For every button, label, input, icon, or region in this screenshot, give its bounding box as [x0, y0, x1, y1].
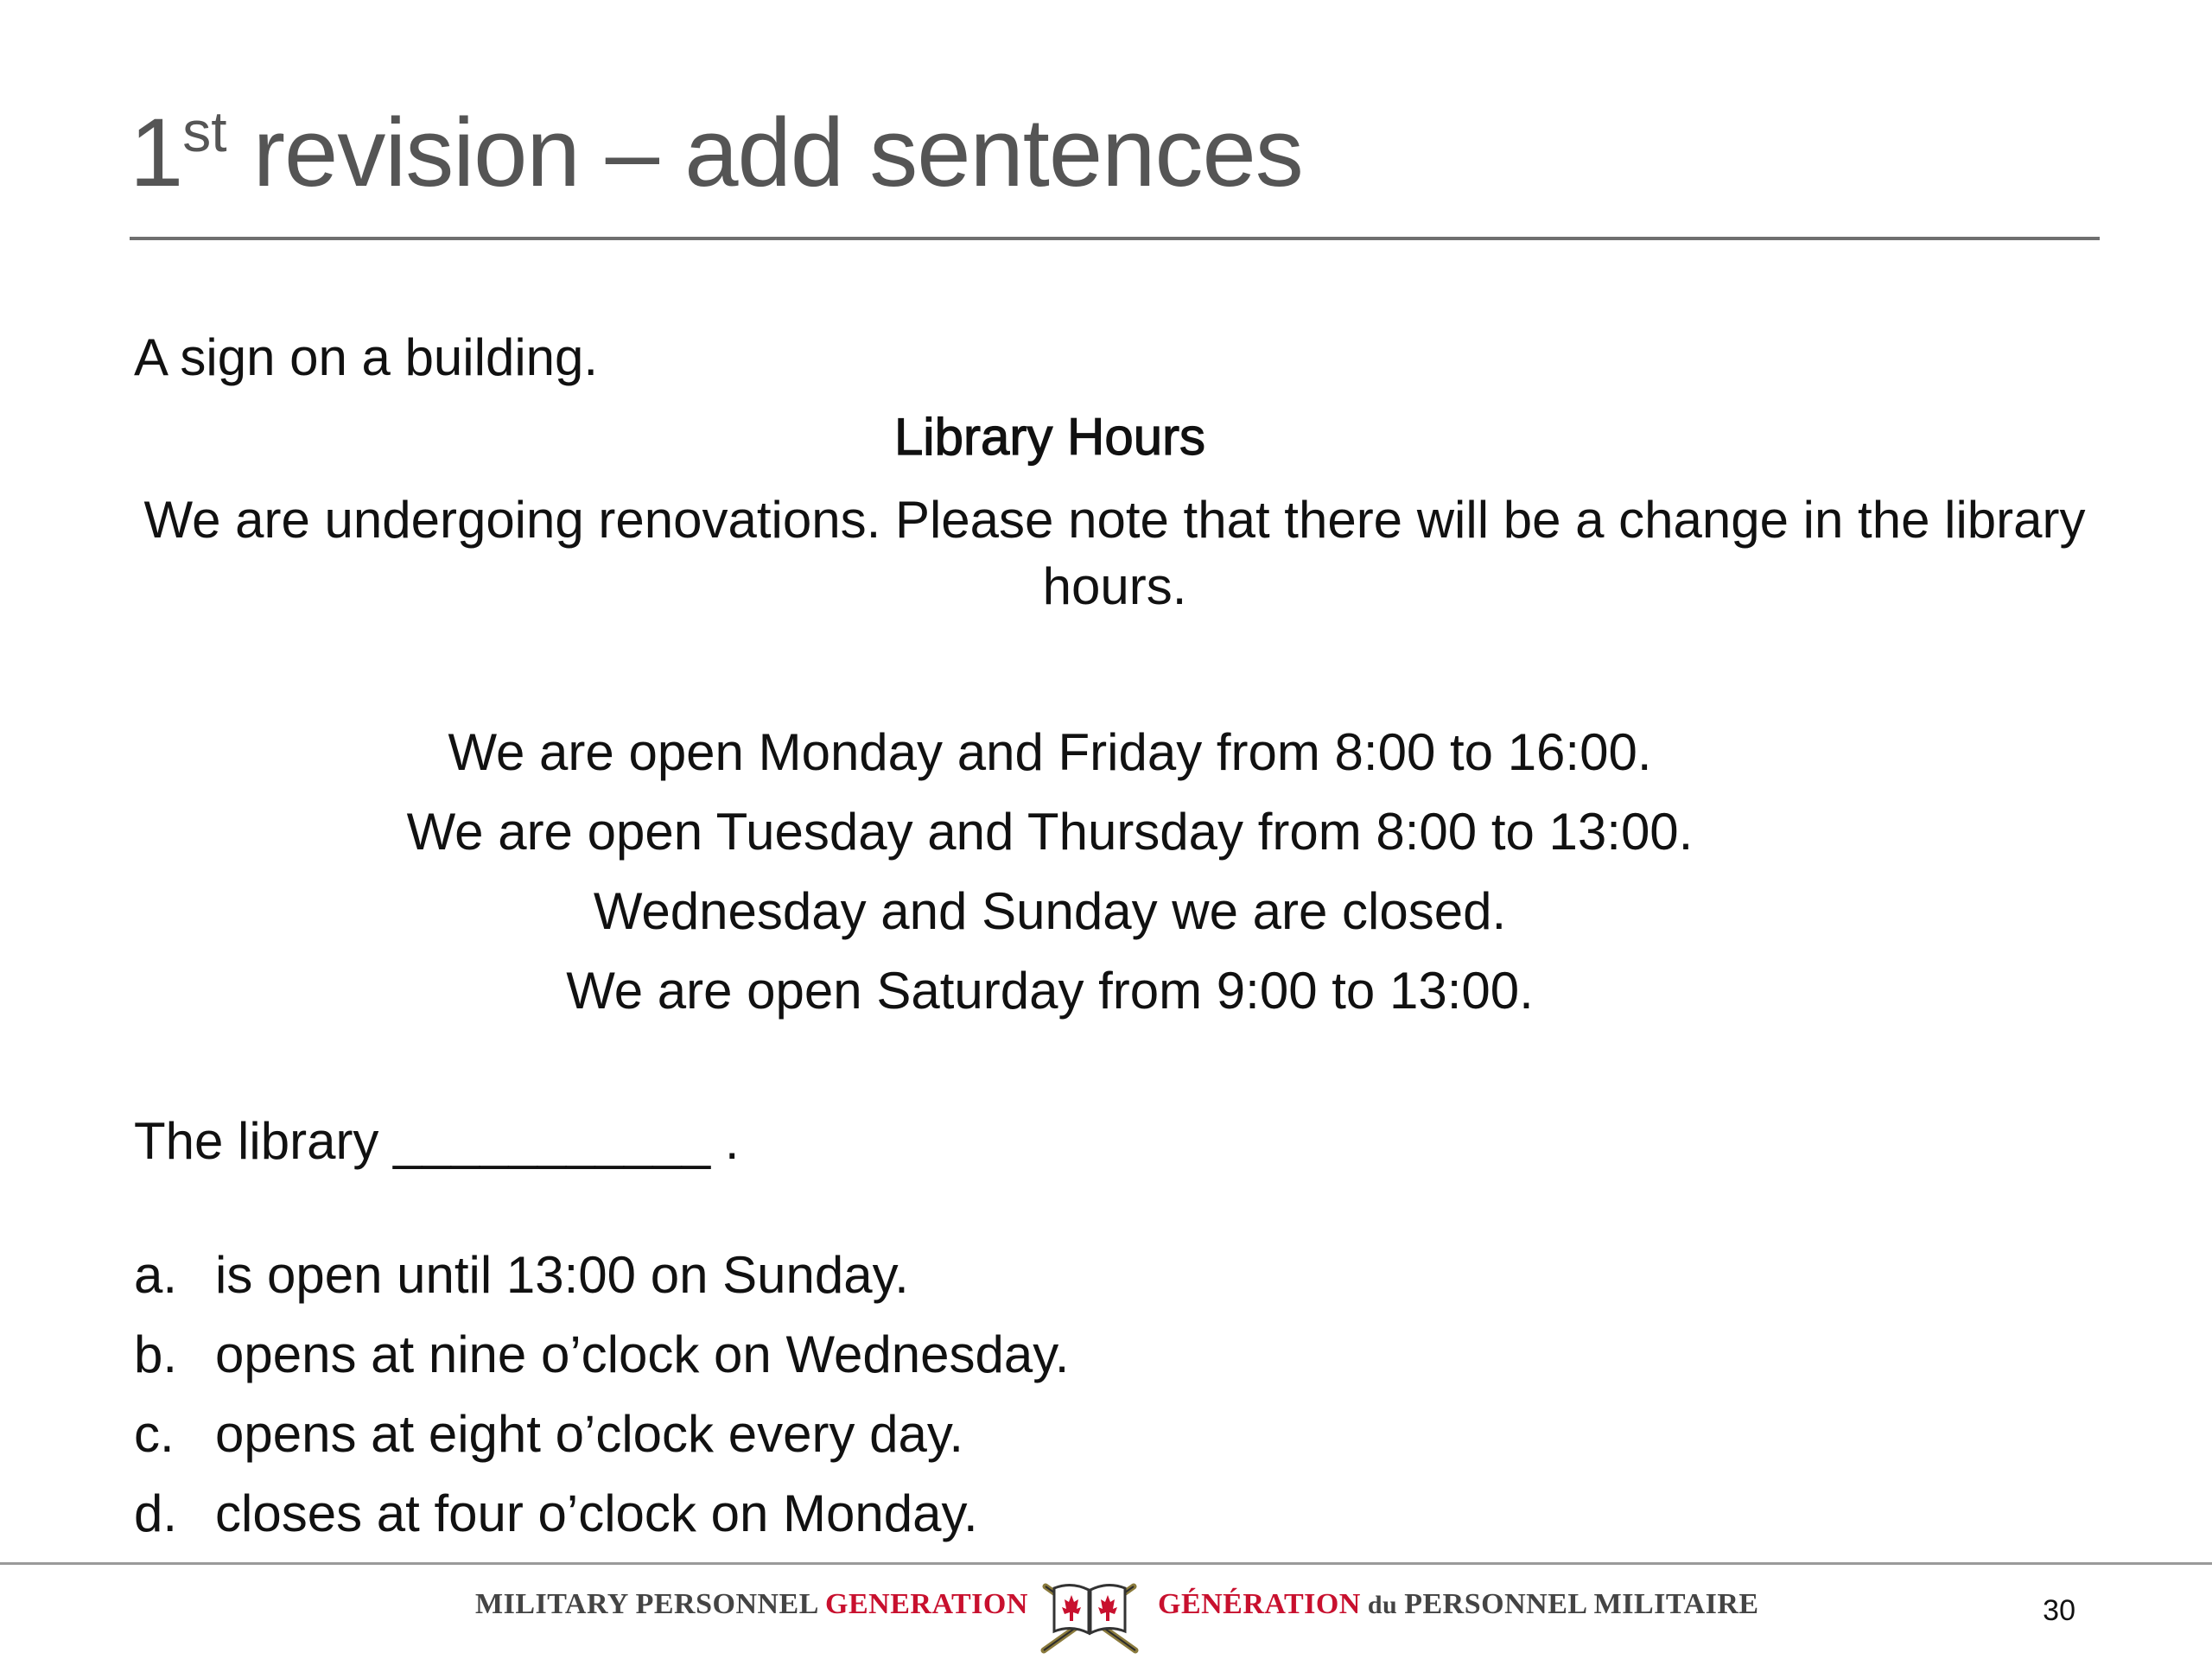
footer-english-left: MILITARY PERSONNEL — [475, 1588, 826, 1620]
footer-french-accent: GÉNÉRATION — [1158, 1588, 1361, 1620]
option-text: is open until 13:00 on Sunday. — [215, 1246, 909, 1304]
option-text: opens at eight o’clock every day. — [215, 1405, 964, 1463]
option-letter: d. — [134, 1484, 178, 1542]
hours-list — [0, 713, 2100, 1031]
option-letter: a. — [134, 1246, 178, 1304]
title-divider — [130, 237, 2100, 240]
hours-line: Wednesday and Sunday we are closed. — [593, 882, 1507, 940]
sign-heading: Library Hours — [893, 408, 1206, 466]
hours-line: We are open Tuesday and Thursday from 8:00 to 13:00. — [406, 803, 1694, 861]
answer-option-a — [134, 1236, 1069, 1315]
footer-divider — [0, 1562, 2212, 1565]
intro-text: A sign on a building. — [134, 328, 599, 386]
answer-options — [134, 1236, 1069, 1554]
title-number: 1 — [130, 99, 183, 207]
hours-line: We are open Monday and Friday from 8:00 to 16:00. — [448, 723, 1652, 781]
hours-line: We are open Saturday from 9:00 to 13:00. — [566, 962, 1534, 1020]
option-text: opens at nine o’clock on Wednesday. — [215, 1325, 1070, 1383]
footer-french-du: du — [1360, 1591, 1405, 1619]
page-number: 30 — [2043, 1594, 2075, 1627]
slide-title — [130, 95, 1303, 211]
option-text: closes at four o’clock on Monday. — [215, 1484, 978, 1542]
footer-french-wordmark — [1158, 1588, 1759, 1621]
option-letter: b. — [134, 1325, 178, 1383]
answer-option-c — [134, 1395, 1069, 1474]
option-letter: c. — [134, 1405, 175, 1463]
open-book-maple-leaf-crossed-swords-icon — [1037, 1571, 1142, 1657]
question-stem: The library ___________ . — [134, 1112, 740, 1170]
title-superscript: st — [182, 99, 227, 163]
footer-english-accent: GENERATION — [825, 1588, 1028, 1620]
footer-english-wordmark — [475, 1588, 1028, 1621]
answer-option-d — [134, 1474, 1069, 1554]
footer-french-right: PERSONNEL MILITAIRE — [1404, 1588, 1759, 1620]
title-rest: revision – add sentences — [226, 99, 1303, 207]
sign-notice: We are undergoing renovations. Please note that there will be a change in the library hours. — [143, 491, 2086, 615]
answer-option-b — [134, 1315, 1069, 1395]
